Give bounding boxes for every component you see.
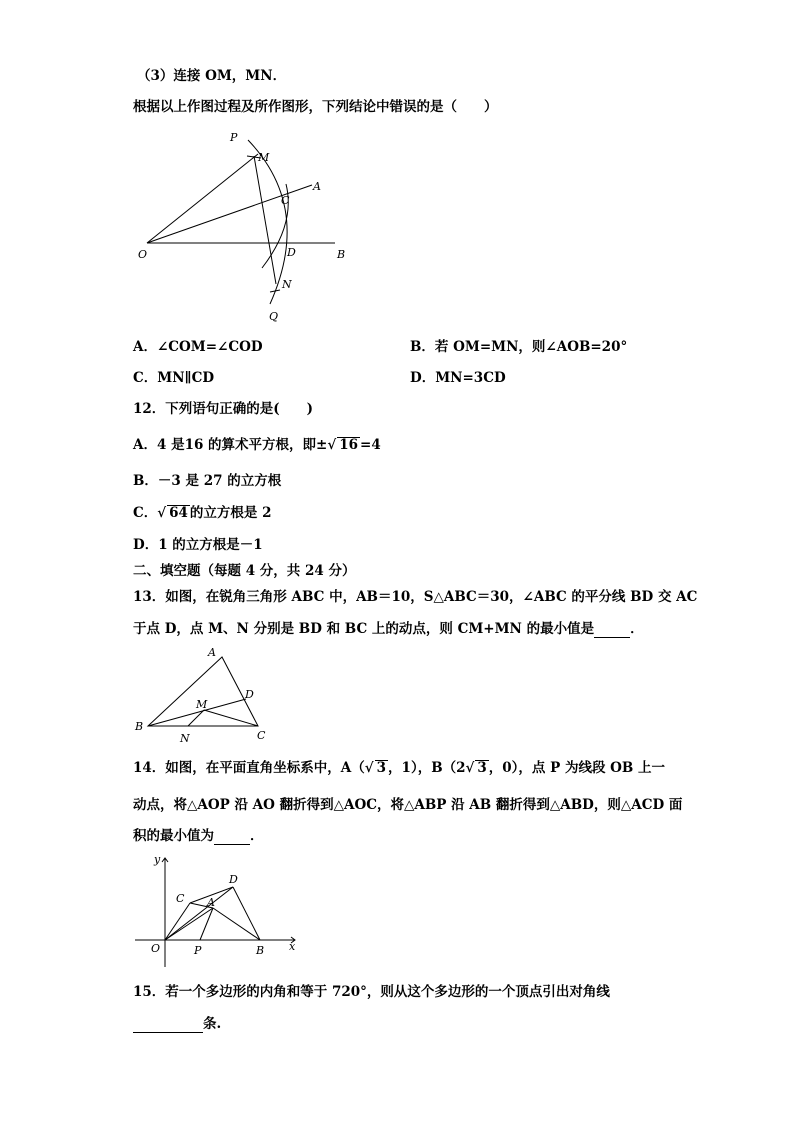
label-n: N [180,732,190,745]
q14-radicand-a: 3 [376,760,387,776]
q12-option-b: B．－3 是 27 的立方根 [133,473,282,489]
label-a: A [208,646,216,659]
q15-line2 [133,1015,221,1033]
segment-ab [213,908,260,940]
figure-coordinate-plane [130,852,310,972]
label-d: D [229,873,238,886]
q14-line2: 动点，将△AOP 沿 AO 翻折得到△AOC，将△ABP 沿 AB 翻折得到△ABD，则△ACD 面 [133,797,683,813]
q14-answer-blank [214,830,250,845]
q11-option-a: A．∠COM=∠COD [133,339,263,355]
q11-option-b: B．若 OM=MN，则∠AOB=20° [410,339,628,355]
step3-text: （3）连接 OM，MN． [137,68,287,84]
q14-radicand-b: 3 [477,760,487,776]
q11-stem: 根据以上作图过程及所作图形，下列结论中错误的是（ ） [133,99,498,115]
segment-om [147,154,258,243]
q12-option-c-text: 的立方根是 2 [189,505,272,521]
sqrt-sign: √ [157,505,167,521]
q12-option-c-label: C． [133,505,158,521]
q13-line2-end: ． [630,621,644,637]
q13-line2 [133,620,644,638]
label-y: y [154,853,161,866]
label-m: M [258,151,270,164]
label-a: A [207,896,215,909]
q11-option-d: D．MN=3CD [410,370,506,386]
sqrt-sign: √ [327,437,337,453]
q14-line3 [133,827,264,845]
q12-a-radicand: 16 [339,437,359,453]
label-o: O [138,248,148,261]
q12-option-a [133,436,381,454]
q14-line3-text: 积的最小值为 [133,828,214,844]
label-a: A [313,180,321,193]
figure-triangle-abc [130,642,280,745]
q15-line1: 15．若一个多边形的内角和等于 720°，则从这个多边形的一个顶点引出对角线 [133,984,610,1000]
label-d: D [287,246,296,259]
label-x: x [289,940,296,953]
label-d: D [245,688,254,701]
section-fill-blank-heading: 二、填空题（每题 4 分，共 24 分） [133,563,356,579]
q14-line1-c: ，0），点 P 为线段 OB 上一 [488,760,666,776]
label-c: C [257,729,266,742]
segment-oa [165,908,213,940]
segment-oc [165,903,190,940]
q12-option-c [133,504,272,522]
triangle-abc [148,657,258,726]
figure-angle-construction [130,128,350,328]
q14-line1 [133,759,665,777]
q13-line1: 13．如图，在锐角三角形 ABC 中，AB＝10，S△ABC＝30，∠ABC 的平分线 BD 交 AC [133,589,698,605]
label-p: P [194,944,202,957]
q14-line1-a: 14．如图，在平面直角坐标系中，A（ [133,760,365,776]
q14-line3-end: ． [250,828,264,844]
label-o: O [151,942,161,955]
label-m: M [196,698,208,711]
label-b: B [135,720,144,733]
label-c: C [176,892,185,905]
q15-answer-blank [133,1018,203,1033]
q12-option-a-end: =4 [360,437,381,453]
label-q: Q [269,310,279,323]
q12-option-d: D．1 的立方根是－1 [133,537,263,553]
q14-line1-b: ，1），B（2 [388,760,466,776]
q15-line2-end: 条. [203,1016,222,1032]
segment-db [233,887,260,940]
label-b: B [256,944,265,957]
q11-option-c: C．MN∥CD [133,370,215,386]
q12-option-a-text: A．4 是16 的算术平方根，即± [133,437,328,453]
label-n: N [282,278,292,291]
segment-cm [204,710,258,726]
label-p: P [230,131,238,144]
sqrt-sign: √ [465,760,475,776]
q13-line2-text: 于点 D，点 M、N 分别是 BD 和 BC 上的动点，则 CM+MN 的最小值是 [133,621,595,637]
q12-c-radicand: 64 [169,505,188,521]
label-c: C [281,194,290,207]
sqrt-sign: √ [364,760,374,776]
label-b: B [337,248,346,261]
q13-answer-blank [594,623,630,638]
q12-stem: 12．下列语句正确的是( ) [133,401,314,417]
